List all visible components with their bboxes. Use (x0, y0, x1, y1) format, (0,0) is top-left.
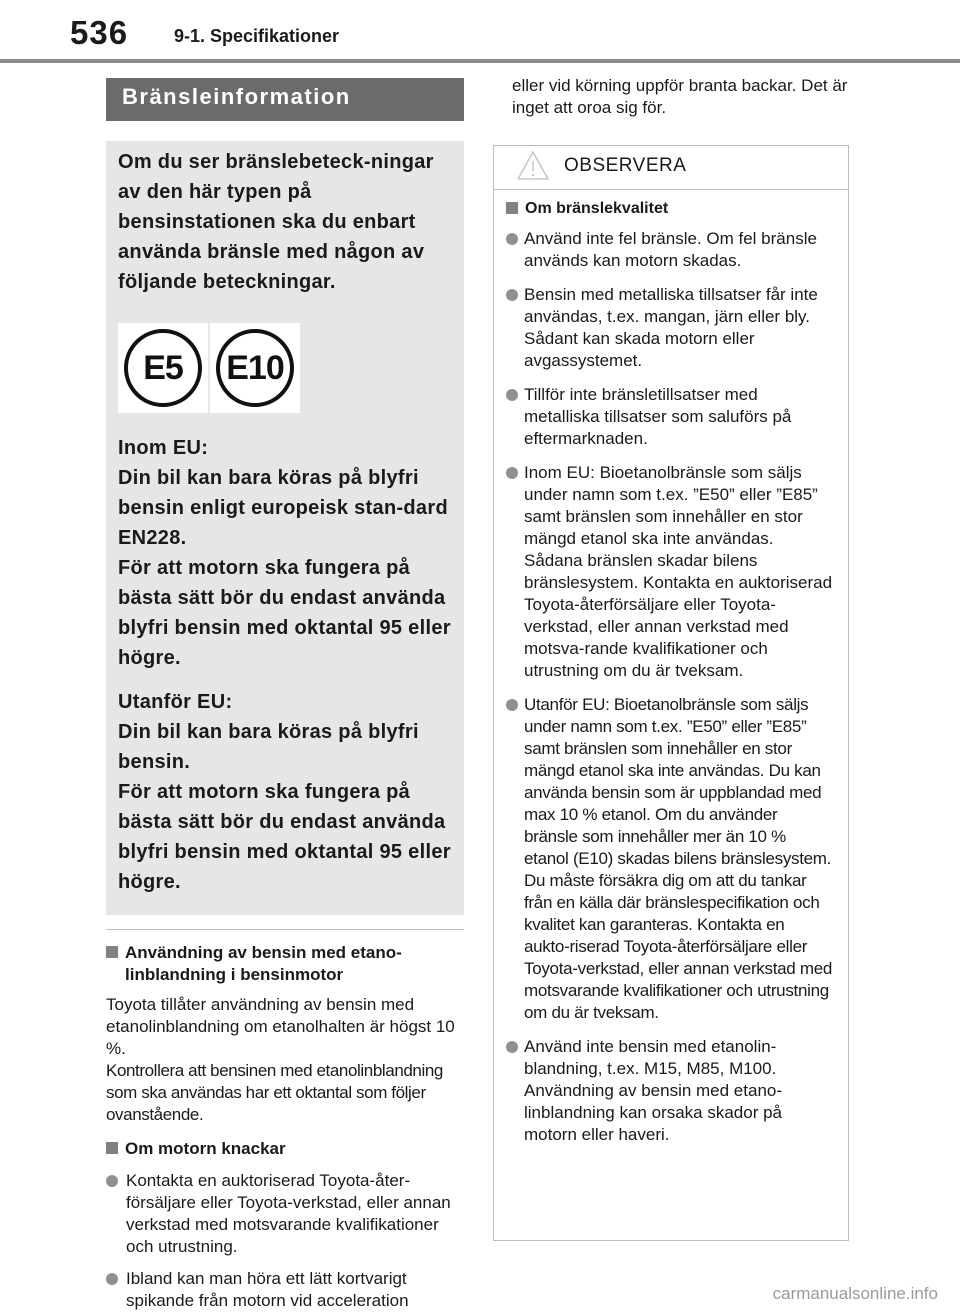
round-bullet-icon (506, 289, 518, 301)
ethanol-heading: Användning av bensin med etano-linblandning i bensinmotor (106, 942, 464, 986)
fuel-labels (118, 323, 452, 413)
list-item: Utanför EU: Bioetanolbränsle som säljs under namn som t.ex. ”E50” eller ”E85” samt bränslen som innehåller en stor mängd etanol ska inte användas. Du kan använda bensin som är uppblandad med max 10 % etanol. Om du använder bränsle som innehåller mer än 10 % etanol (E10) skadas bilens bränslesystem. Du måste försäkra dig om att du tankar från en källa där bränslespecifikation och kvalitet kan garanteras. Kontakta en aukto-riserad Toyota-återförsäljare eller Toyota-verkstad, eller annan verkstad med motsvarande kvalifikationer och utrustning om du är tveksam. (506, 694, 834, 1024)
eu-text: Din bil kan bara köras på blyfri bensin enligt europeisk stan-dard EN228. (118, 467, 448, 549)
notice-box (493, 145, 849, 1241)
fuel-info-title: Bränsleinformation (106, 78, 464, 121)
round-bullet-icon (106, 1175, 118, 1187)
section-title: 9-1. Specifikationer (174, 26, 340, 46)
fuel-info-box (106, 141, 464, 915)
round-bullet-icon (506, 1041, 518, 1053)
box-divider (106, 929, 464, 930)
fuel-label-e10 (210, 323, 300, 413)
header-rule (0, 59, 960, 63)
eu-heading: Inom EU: (118, 437, 209, 459)
left-column (106, 78, 464, 1312)
list-item: Använd inte fel bränsle. Om fel bränsle används kan motorn skadas. (506, 228, 834, 272)
round-bullet-icon (506, 233, 518, 245)
square-bullet-icon (506, 202, 518, 214)
fuel-label-e5 (118, 323, 208, 413)
round-bullet-icon (506, 389, 518, 401)
non-eu-text-octane: För att motorn ska fungera på bästa sätt bör du endast använda blyfri bensin med oktantal 95 eller högre. (118, 781, 451, 893)
fuel-quality-heading: Om bränslekvalitet (506, 198, 834, 220)
list-item: Inom EU: Bioetanolbränsle som säljs under namn som t.ex. ”E50” eller ”E85” samt bränslen som innehåller en stor mängd etanol ska inte användas. Sådana bränslen skadar bilens bränslesystem. Kontakta en auktoriserad Toyota-återförsäljare eller Toyota-verkstad, eller annan verkstad med motsva-rande kvalifikationer och utrustning om du är tveksam. (506, 462, 834, 682)
round-bullet-icon (106, 1273, 118, 1285)
page-number: 536 (70, 14, 129, 51)
continued-text: eller vid körning uppför branta backar. Det är inget att oroa sig för. (512, 76, 848, 117)
notice-body (494, 190, 848, 1146)
list-item: Använd inte bensin med etanolin-blandning, t.ex. M15, M85, M100. Användning av bensin med etano-linblandning kan orsaka skador på motorn eller haveri. (506, 1036, 834, 1146)
non-eu-heading: Utanför EU: (118, 691, 233, 713)
fuel-label-e5-circle: E5 (124, 329, 202, 407)
round-bullet-icon (506, 467, 518, 479)
square-bullet-icon (106, 946, 118, 958)
notice-header (494, 146, 848, 190)
watermark: carmanualsonline.info (772, 1284, 938, 1303)
ethanol-paragraph: Toyota tillåter användning av bensin med etanolinblandning om etanolhalten är högst 10 %. (106, 995, 455, 1058)
eu-text-octane: För att motorn ska fungera på bästa sätt bör du endast använda blyfri bensin med oktantal 95 eller högre. (118, 557, 451, 669)
page-header (0, 0, 960, 66)
fuel-label-e10-circle: E10 (216, 329, 294, 407)
non-eu-text: Din bil kan bara köras på blyfri bensin. (118, 721, 419, 773)
ethanol-paragraph-octane: Kontrollera att bensinen med etanolinblandning som ska användas har ett oktantal som följer ovanstående. (106, 1061, 443, 1124)
square-bullet-icon (106, 1142, 118, 1154)
round-bullet-icon (506, 699, 518, 711)
list-item: Kontakta en auktoriserad Toyota-åter-försäljare eller Toyota-verkstad, eller annan verkstad med motsvarande kvalifikationer och utrustning. (106, 1170, 464, 1258)
list-item: Bensin med metalliska tillsatser får inte användas, t.ex. mangan, järn eller bly. Sådant kan skada motorn eller avgassystemet. (506, 284, 834, 372)
knock-heading: Om motorn knackar (106, 1138, 464, 1160)
warning-triangle-icon (516, 150, 550, 182)
fuel-label-intro: Om du ser bränslebeteck-ningar av den här typen på bensinstationen ska du enbart använda bränsle med någon av följande beteckningar. (118, 151, 434, 293)
notice-title: OBSERVERA (564, 155, 687, 176)
list-item: Tillför inte bränsletillsatser med metalliska tillsatser som saluförs på eftermarknaden. (506, 384, 834, 450)
list-item: Ibland kan man höra ett lätt kortvarigt spikande från motorn vid acceleration (106, 1268, 464, 1312)
